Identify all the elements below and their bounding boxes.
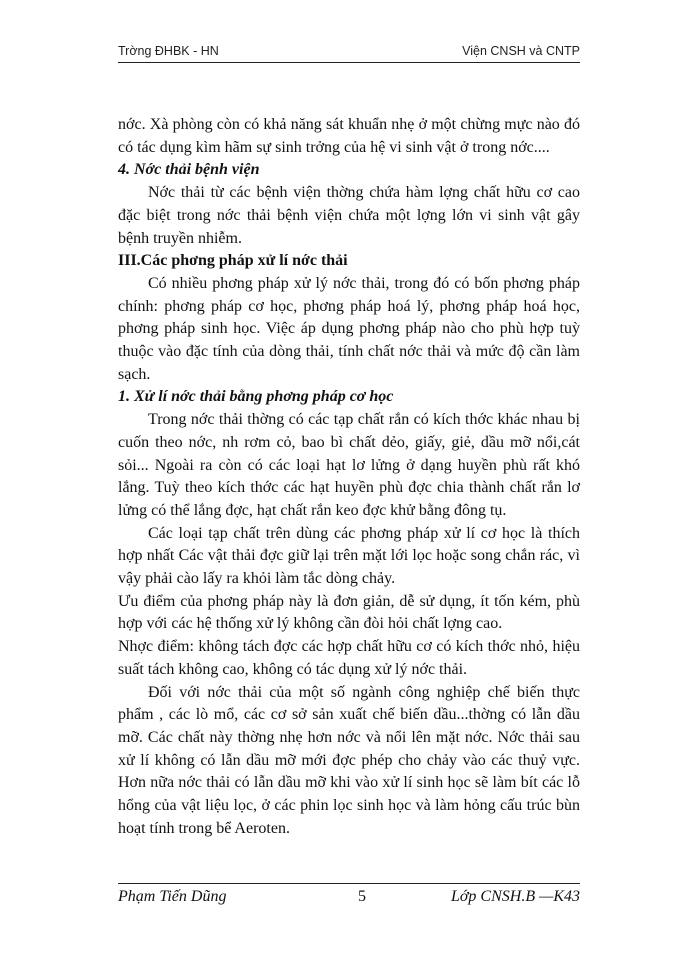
section-1-paragraph-a: Trong nớc thải thờng có các tạp chất rắn có kích thớc khác nhau bị cuốn theo nớc, nh rơm cỏ, bao bì chất dẻo, giấy, giẻ, dầu mỡ nổi,cát sỏi... Ngoài ra còn có các loại hạt lơ lửng ở dạng huyền phù rất khó lắng. Tuỳ theo kích thớc các hạt huyền phù đợc chia thành chất rắn lơ lửng có thể lắng đợc, hạt chất rắn keo đợc khử bằng đông tụ. xyxy=(118,411,580,519)
disadvantages-paragraph: Nhợc điểm: không tách đợc các hợp chất hữu cơ có kích thớc nhỏ, hiệu suất tách không cao, không có tác dụng xử lý nớc thải. xyxy=(118,638,580,678)
footer-rule xyxy=(118,883,580,884)
header-rule xyxy=(118,62,580,63)
intro-paragraph: nớc. Xà phòng còn có khả năng sát khuẩn nhẹ ở một chừng mực nào đó có tác dụng kìm hãm sự sinh trởng của hệ vi sinh vật ở trong nớc.... xyxy=(118,116,580,156)
page-header xyxy=(118,40,580,60)
section-iii-paragraph: Có nhiều phơng pháp xử lý nớc thải, trong đó có bốn phơng pháp chính: phơng pháp cơ học, phơng pháp hoá lý, phơng pháp hoá học, phơng pháp sinh học. Việc áp dụng phơng pháp nào cho phù hợp tuỳ thuộc vào đặc tính của dòng thải, tính chất nớc thải và mức độ cần làm sạch. xyxy=(118,274,580,383)
page-footer xyxy=(118,888,580,912)
header-school: Trờng ĐHBK - HN xyxy=(118,44,219,58)
page-body xyxy=(118,114,580,841)
section-1-heading: 1. Xử lí nớc thải bằng phơng pháp cơ học xyxy=(118,388,394,406)
footer-class: Lớp CNSH.B —K43 xyxy=(450,888,580,905)
section-1-paragraph-b: Các loại tạp chất trên dùng các phơng pháp xử lí cơ học là thích hợp nhất Các vật thải đợc giữ lại trên mặt lới lọc hoặc song chắn rác, vì vậy phải cào lấy ra khỏi làm tắc dòng chảy. xyxy=(118,524,580,588)
advantages-paragraph: Ưu điểm của phơng pháp này là đơn giản, dễ sử dụng, ít tốn kém, phù hợp với các hệ thống xử lý không cần đòi hỏi chất lợng cao. xyxy=(118,592,580,633)
page-number: 5 xyxy=(358,888,366,905)
section-4-heading: 4. Nớc thải bệnh viện xyxy=(118,161,260,179)
footer-author: Phạm Tiến Dũng xyxy=(118,888,227,905)
header-institute: Viện CNSH và CNTP xyxy=(462,44,580,58)
section-1-paragraph-e: Đối với nớc thải của một số ngành công nghiệp chế biến thực phẩm , các lò mổ, các cơ sở sản xuất chế biến dầu...thờng có lẫn dầu mỡ. Các chất này thờng nhẹ hơn nớc và nổi lên mặt nớc. Nớc thải sau xử lí không có lẫn dầu mỡ mới đợc phép cho chảy vào các thuỷ vực. Hơn nữa nớc thải có lẫn dầu mỡ khi vào xử lí sinh học sẽ làm bít các lỗ hổng của vật liệu lọc, ở các phin lọc sinh học và làm hỏng cấu trúc bùn hoạt tính trong bể Aeroten. xyxy=(118,683,580,837)
section-4-paragraph: Nớc thải từ các bệnh viện thờng chứa hàm lợng chất hữu cơ cao đặc biệt trong nớc thải bệnh viện chứa một lợng lớn vi sinh vật gây bệnh truyền nhiễm. xyxy=(118,184,580,247)
section-iii-heading: III.Các phơng pháp xử lí nớc thải xyxy=(118,252,348,270)
